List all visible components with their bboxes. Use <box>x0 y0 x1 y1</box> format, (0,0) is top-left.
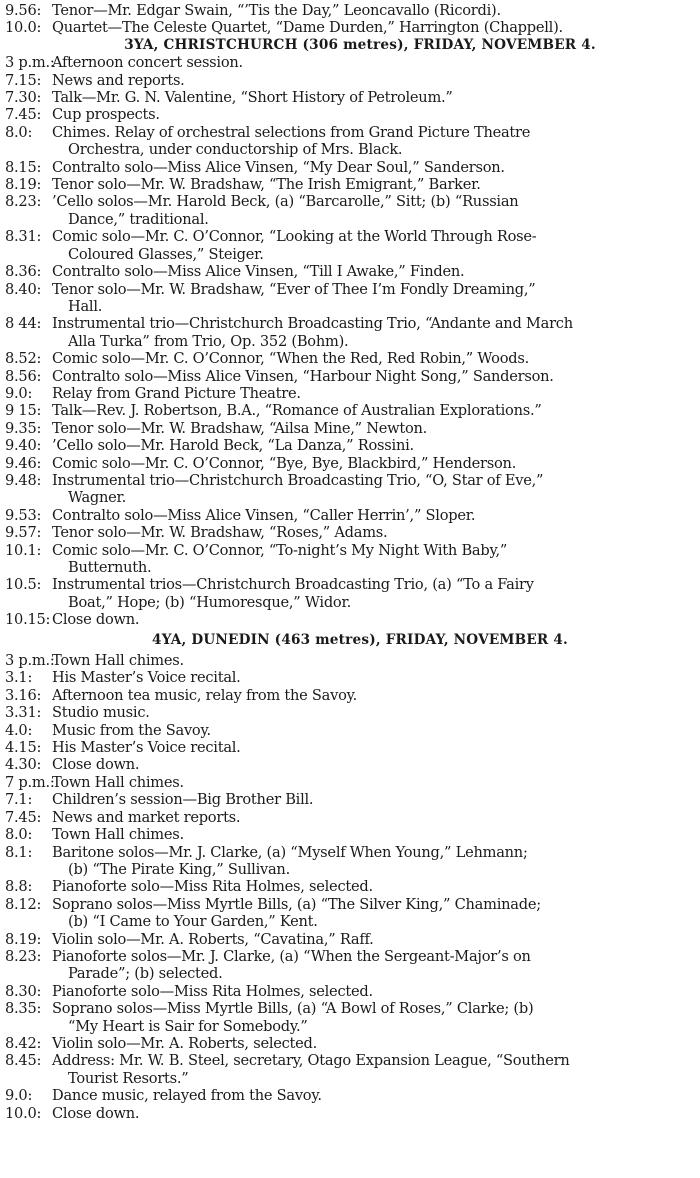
section-4ya-entries <box>0 652 700 1122</box>
entry-text: Town Hall chimes. <box>52 826 184 844</box>
programme-entry <box>0 281 700 316</box>
entry-time: 4.15: <box>5 739 42 757</box>
programme-entry <box>0 315 700 350</box>
entry-time: 8.19: <box>5 176 42 194</box>
programme-entry <box>0 176 700 193</box>
entry-text: Comic solo—Mr. C. O’Connor, “When the Red, Red Robin,” Woods. <box>52 350 529 368</box>
entry-time: 8.1: <box>5 843 33 861</box>
entry-time: 10.0: <box>5 19 42 37</box>
entry-text: Contralto solo—Miss Alice Vinsen, “Harbour Night Song,” Sanderson. <box>52 367 554 385</box>
entry-text: Town Hall chimes. <box>52 652 184 670</box>
entry-text: Instrumental trio—Christchurch Broadcasting Trio, “Andante and March <box>52 315 573 333</box>
entry-continuation: Parade”; (b) selected. <box>68 965 223 983</box>
entry-continuation: Wagner. <box>68 489 127 507</box>
section-heading-4ya: 4YA, DUNEDIN (463 metres), FRIDAY, NOVEMBER 4. <box>152 631 568 648</box>
entry-text: Close down. <box>52 611 140 629</box>
entry-text: Instrumental trio—Christchurch Broadcasting Trio, “O, Star of Eve,” <box>52 471 544 489</box>
entry-continuation: “My Heart is Sair for Somebody.” <box>68 1017 308 1035</box>
entry-continuation: Hall. <box>68 297 103 315</box>
entry-time: 8.12: <box>5 895 42 913</box>
entry-continuation: Orchestra, under conductorship of Mrs. Black. <box>68 141 403 159</box>
entry-text: Studio music. <box>52 704 150 722</box>
programme-entry <box>0 368 700 385</box>
programme-entry <box>0 687 700 704</box>
programme-entry <box>0 89 700 106</box>
entry-text: Relay from Grand Picture Theatre. <box>52 384 301 402</box>
entry-text: Dance music, relayed from the Savoy. <box>52 1087 322 1105</box>
entry-time: 3 p.m.: <box>5 54 55 72</box>
entry-time: 3.31: <box>5 704 42 722</box>
entry-text: Music from the Savoy. <box>52 721 211 739</box>
programme-entry <box>0 739 700 756</box>
entry-time: 9.46: <box>5 454 42 472</box>
entry-time: 8.8: <box>5 878 33 896</box>
entry-continuation: Butternuth. <box>68 559 152 576</box>
entry-text: Close down. <box>52 756 140 774</box>
programme-entry <box>0 159 700 176</box>
entry-text: Pianoforte solo—Miss Rita Holmes, selected. <box>52 878 373 896</box>
entry-text: Soprano solos—Miss Myrtle Bills, (a) “The Silver King,” Chaminade; <box>52 895 541 913</box>
section-3ya-entries <box>0 54 700 628</box>
entry-time: 10.15: <box>5 611 51 629</box>
programme-entry <box>0 931 700 948</box>
programme-entry <box>0 1035 700 1052</box>
entry-time: 7.45: <box>5 106 42 124</box>
entry-text: Quartet—The Celeste Quartet, “Dame Durden,” Harrington (Chappell). <box>52 19 563 37</box>
programme-entry <box>0 193 700 228</box>
entry-text: Children’s session—Big Brother Bill. <box>52 791 314 809</box>
entry-time: 8.19: <box>5 930 42 948</box>
entry-text: ’Cello solos—Mr. Harold Beck, (a) “Barcarolle,” Sitt; (b) “Russian <box>52 193 519 211</box>
entry-time: 3 p.m.: <box>5 652 55 670</box>
entry-text: Comic solo—Mr. C. O’Connor, “Bye, Bye, Blackbird,” Henderson. <box>52 454 517 472</box>
section-heading-3ya: 3YA, CHRISTCHURCH (306 metres), FRIDAY, NOVEMBER 4. <box>124 36 596 53</box>
entry-text: Pianoforte solo—Miss Rita Holmes, selected. <box>52 982 373 1000</box>
entry-time: 8.0: <box>5 826 33 844</box>
programme-entry <box>0 19 700 36</box>
programme-entry <box>0 524 700 541</box>
programme-entry <box>0 350 700 367</box>
programme-entry <box>0 124 700 159</box>
entry-text: Pianoforte solos—Mr. J. Clarke, (a) “When the Sergeant-Major’s on <box>52 947 531 965</box>
programme-entry <box>0 983 700 1000</box>
programme-entry <box>0 542 700 577</box>
entry-time: 9.0: <box>5 384 33 402</box>
entry-text: Talk—Mr. G. N. Valentine, “Short History of Petroleum.” <box>52 89 453 107</box>
entry-time: 9.35: <box>5 419 42 437</box>
entry-time: 9 15: <box>5 402 42 420</box>
entry-time: 8.30: <box>5 982 42 1000</box>
entry-text: Tenor—Mr. Edgar Swain, “’Tis the Day,” Leoncavallo (Ricordi). <box>52 2 501 19</box>
entry-text: Chimes. Relay of orchestral selections from Grand Picture Theatre <box>52 123 531 141</box>
entry-time: 7.30: <box>5 89 42 107</box>
entry-text: Afternoon concert session. <box>52 54 243 72</box>
entry-text: Address: Mr. W. B. Steel, secretary, Otago Expansion League, “Southern <box>52 1052 570 1070</box>
programme-entry <box>0 652 700 669</box>
entry-continuation: Boat,” Hope; (b) “Humoresque,” Widor. <box>68 593 351 611</box>
entry-time: 9.57: <box>5 524 42 542</box>
programme-entry <box>0 826 700 843</box>
entry-time: 9.40: <box>5 437 42 455</box>
entry-text: Tenor solo—Mr. W. Bradshaw, “Ever of Thee I’m Fondly Dreaming,” <box>52 280 536 298</box>
programme-entry <box>0 1105 700 1122</box>
programme-entry <box>0 669 700 686</box>
entry-time: 7.1: <box>5 791 33 809</box>
programme-entry <box>0 1000 700 1035</box>
entry-text: Tenor solo—Mr. W. Bradshaw, “Ailsa Mine,” Newton. <box>52 419 428 437</box>
entry-time: 9.56: <box>5 2 42 19</box>
entry-text: Instrumental trios—Christchurch Broadcasting Trio, (a) “To a Fairy <box>52 576 534 594</box>
entry-time: 10.1: <box>5 541 42 559</box>
entry-time: 8.36: <box>5 263 42 281</box>
entry-time: 7 p.m.: <box>5 773 55 791</box>
entry-time: 4.30: <box>5 756 42 774</box>
entry-continuation: Coloured Glasses,” Steiger. <box>68 245 264 263</box>
entry-text: His Master’s Voice recital. <box>52 739 241 757</box>
entry-text: Tenor solo—Mr. W. Bradshaw, “Roses,” Adams. <box>52 524 388 542</box>
entry-text: Talk—Rev. J. Robertson, B.A., “Romance of Australian Explorations.” <box>52 402 542 420</box>
programme-entry <box>0 385 700 402</box>
entry-text: His Master’s Voice recital. <box>52 669 241 687</box>
entry-text: Tenor solo—Mr. W. Bradshaw, “The Irish Emigrant,” Barker. <box>52 176 481 194</box>
programme-entry <box>0 420 700 437</box>
entry-text: Violin solo—Mr. A. Roberts, “Cavatina,” Raff. <box>52 930 374 948</box>
programme-entry <box>0 437 700 454</box>
entry-time: 7.15: <box>5 71 42 89</box>
programme-entry <box>0 774 700 791</box>
programme-entry <box>0 402 700 419</box>
programme-entry <box>0 472 700 507</box>
programme-entry <box>0 54 700 71</box>
entry-text: Baritone solos—Mr. J. Clarke, (a) “Myself When Young,” Lehmann; <box>52 843 528 861</box>
entry-time: 9.53: <box>5 506 42 524</box>
programme-entry <box>0 611 700 628</box>
entry-time: 8.40: <box>5 280 42 298</box>
entry-time: 8.31: <box>5 228 42 246</box>
programme-entry <box>0 106 700 123</box>
top-entries <box>0 2 700 37</box>
entry-continuation: Alla Turka” from Trio, Op. 352 (Bohm). <box>68 332 349 350</box>
entry-text: Comic solo—Mr. C. O’Connor, “To-night’s My Night With Baby,” <box>52 541 508 559</box>
entry-time: 9.0: <box>5 1087 33 1105</box>
programme-entry <box>0 576 700 611</box>
entry-text: Comic solo—Mr. C. O’Connor, “Looking at the World Through Rose- <box>52 228 537 246</box>
programme-entry <box>0 791 700 808</box>
entry-text: ’Cello solo—Mr. Harold Beck, “La Danza,” Rossini. <box>52 437 414 455</box>
entry-text: Contralto solo—Miss Alice Vinsen, “Caller Herrin’,” Sloper. <box>52 506 476 524</box>
entry-time: 4.0: <box>5 721 33 739</box>
programme-entry <box>0 878 700 895</box>
entry-continuation: (b) “I Came to Your Garden,” Kent. <box>68 913 318 931</box>
entry-time: 3.1: <box>5 669 33 687</box>
programme-entry <box>0 809 700 826</box>
entry-text: Cup prospects. <box>52 106 160 124</box>
entry-time: 8 44: <box>5 315 42 333</box>
entry-text: Soprano solos—Miss Myrtle Bills, (a) “A Bowl of Roses,” Clarke; (b) <box>52 1000 534 1018</box>
programme-entry <box>0 948 700 983</box>
entry-time: 8.42: <box>5 1034 42 1052</box>
entry-time: 3.16: <box>5 686 42 704</box>
entry-text: Contralto solo—Miss Alice Vinsen, “My Dear Soul,” Sanderson. <box>52 158 505 176</box>
programme-entry <box>0 507 700 524</box>
programme-entry <box>0 704 700 721</box>
entry-text: Town Hall chimes. <box>52 773 184 791</box>
entry-time: 8.56: <box>5 367 42 385</box>
programme-entry <box>0 844 700 879</box>
entry-text: Close down. <box>52 1104 140 1122</box>
entry-text: News and market reports. <box>52 808 241 826</box>
entry-text: Contralto solo—Miss Alice Vinsen, “Till I Awake,” Finden. <box>52 263 465 281</box>
entry-continuation: Tourist Resorts.” <box>68 1069 189 1087</box>
entry-time: 8.15: <box>5 158 42 176</box>
programme-page <box>0 2 700 1122</box>
programme-entry <box>0 2 700 19</box>
entry-text: Afternoon tea music, relay from the Savoy. <box>52 686 358 704</box>
entry-text: Violin solo—Mr. A. Roberts, selected. <box>52 1034 318 1052</box>
programme-entry <box>0 1087 700 1104</box>
programme-entry <box>0 228 700 263</box>
entry-text: News and reports. <box>52 71 185 89</box>
entry-time: 8.45: <box>5 1052 42 1070</box>
programme-entry <box>0 756 700 773</box>
programme-entry <box>0 72 700 89</box>
programme-entry <box>0 722 700 739</box>
entry-time: 10.5: <box>5 576 42 594</box>
entry-time: 10.0: <box>5 1104 42 1122</box>
programme-entry <box>0 455 700 472</box>
entry-continuation: (b) “The Pirate King,” Sullivan. <box>68 860 290 878</box>
entry-time: 8.0: <box>5 123 33 141</box>
entry-time: 8.35: <box>5 1000 42 1018</box>
programme-entry <box>0 1052 700 1087</box>
entry-time: 9.48: <box>5 471 42 489</box>
entry-time: 8.23: <box>5 947 42 965</box>
programme-entry <box>0 263 700 280</box>
programme-entry <box>0 896 700 931</box>
entry-time: 8.52: <box>5 350 42 368</box>
entry-time: 8.23: <box>5 193 42 211</box>
entry-time: 7.45: <box>5 808 42 826</box>
entry-continuation: Dance,” traditional. <box>68 210 209 228</box>
